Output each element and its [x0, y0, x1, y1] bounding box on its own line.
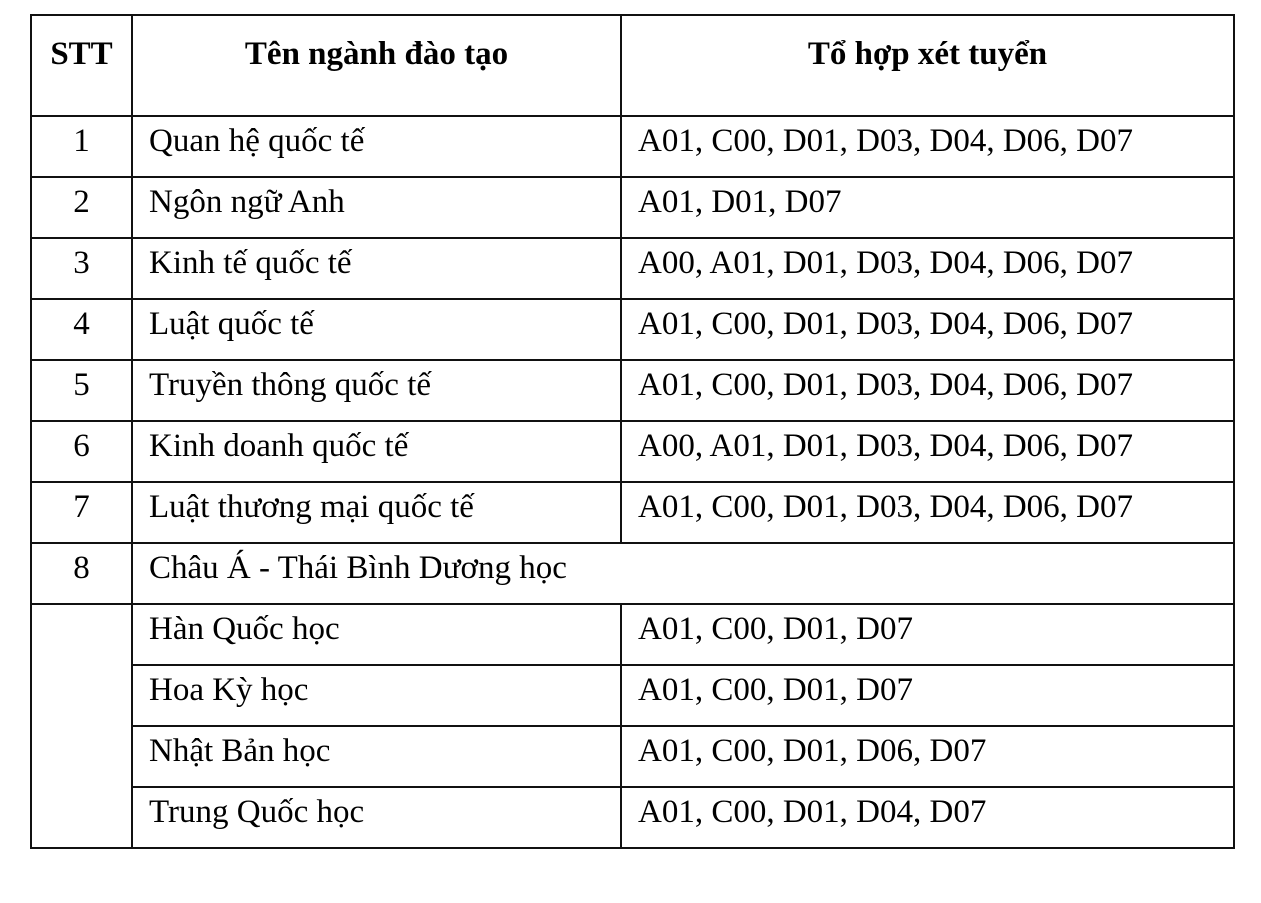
name-cell: Hoa Kỳ học [132, 665, 621, 726]
table-row [31, 238, 1234, 299]
sub-row [31, 787, 1234, 848]
combo-cell: A01, D01, D07 [621, 177, 1234, 238]
name-cell: Kinh doanh quốc tế [132, 421, 621, 482]
header-row [31, 15, 1234, 116]
name-cell: Luật quốc tế [132, 299, 621, 360]
header-name: Tên ngành đào tạo [132, 15, 621, 116]
combo-cell: A01, C00, D01, D03, D04, D06, D07 [621, 482, 1234, 543]
empty-stt-cell [31, 604, 132, 848]
stt-cell: 2 [31, 177, 132, 238]
combo-cell: A00, A01, D01, D03, D04, D06, D07 [621, 421, 1234, 482]
name-cell: Hàn Quốc học [132, 604, 621, 665]
header-combo: Tổ hợp xét tuyển [621, 15, 1234, 116]
stt-cell: 8 [31, 543, 132, 604]
stt-cell: 6 [31, 421, 132, 482]
name-cell: Ngôn ngữ Anh [132, 177, 621, 238]
combo-cell: A01, C00, D01, D07 [621, 665, 1234, 726]
combo-cell: A01, C00, D01, D04, D07 [621, 787, 1234, 848]
group-name-cell: Châu Á - Thái Bình Dương học [132, 543, 1234, 604]
name-cell: Quan hệ quốc tế [132, 116, 621, 177]
stt-cell: 4 [31, 299, 132, 360]
name-cell: Luật thương mại quốc tế [132, 482, 621, 543]
stt-cell: 7 [31, 482, 132, 543]
stt-cell: 3 [31, 238, 132, 299]
combo-cell: A01, C00, D01, D06, D07 [621, 726, 1234, 787]
stt-cell: 1 [31, 116, 132, 177]
table-row [31, 360, 1234, 421]
table-row [31, 177, 1234, 238]
sub-row [31, 604, 1234, 665]
combo-cell: A01, C00, D01, D03, D04, D06, D07 [621, 360, 1234, 421]
name-cell: Trung Quốc học [132, 787, 621, 848]
combo-cell: A01, C00, D01, D03, D04, D06, D07 [621, 299, 1234, 360]
combo-cell: A00, A01, D01, D03, D04, D06, D07 [621, 238, 1234, 299]
name-cell: Nhật Bản học [132, 726, 621, 787]
sub-row [31, 726, 1234, 787]
table-row [31, 421, 1234, 482]
table-row [31, 116, 1234, 177]
group-row [31, 543, 1234, 604]
name-cell: Truyền thông quốc tế [132, 360, 621, 421]
sub-row [31, 665, 1234, 726]
combo-cell: A01, C00, D01, D03, D04, D06, D07 [621, 116, 1234, 177]
table-row [31, 482, 1234, 543]
header-stt: STT [31, 15, 132, 116]
table-row [31, 299, 1234, 360]
admission-table [30, 14, 1235, 849]
combo-cell: A01, C00, D01, D07 [621, 604, 1234, 665]
name-cell: Kinh tế quốc tế [132, 238, 621, 299]
stt-cell: 5 [31, 360, 132, 421]
